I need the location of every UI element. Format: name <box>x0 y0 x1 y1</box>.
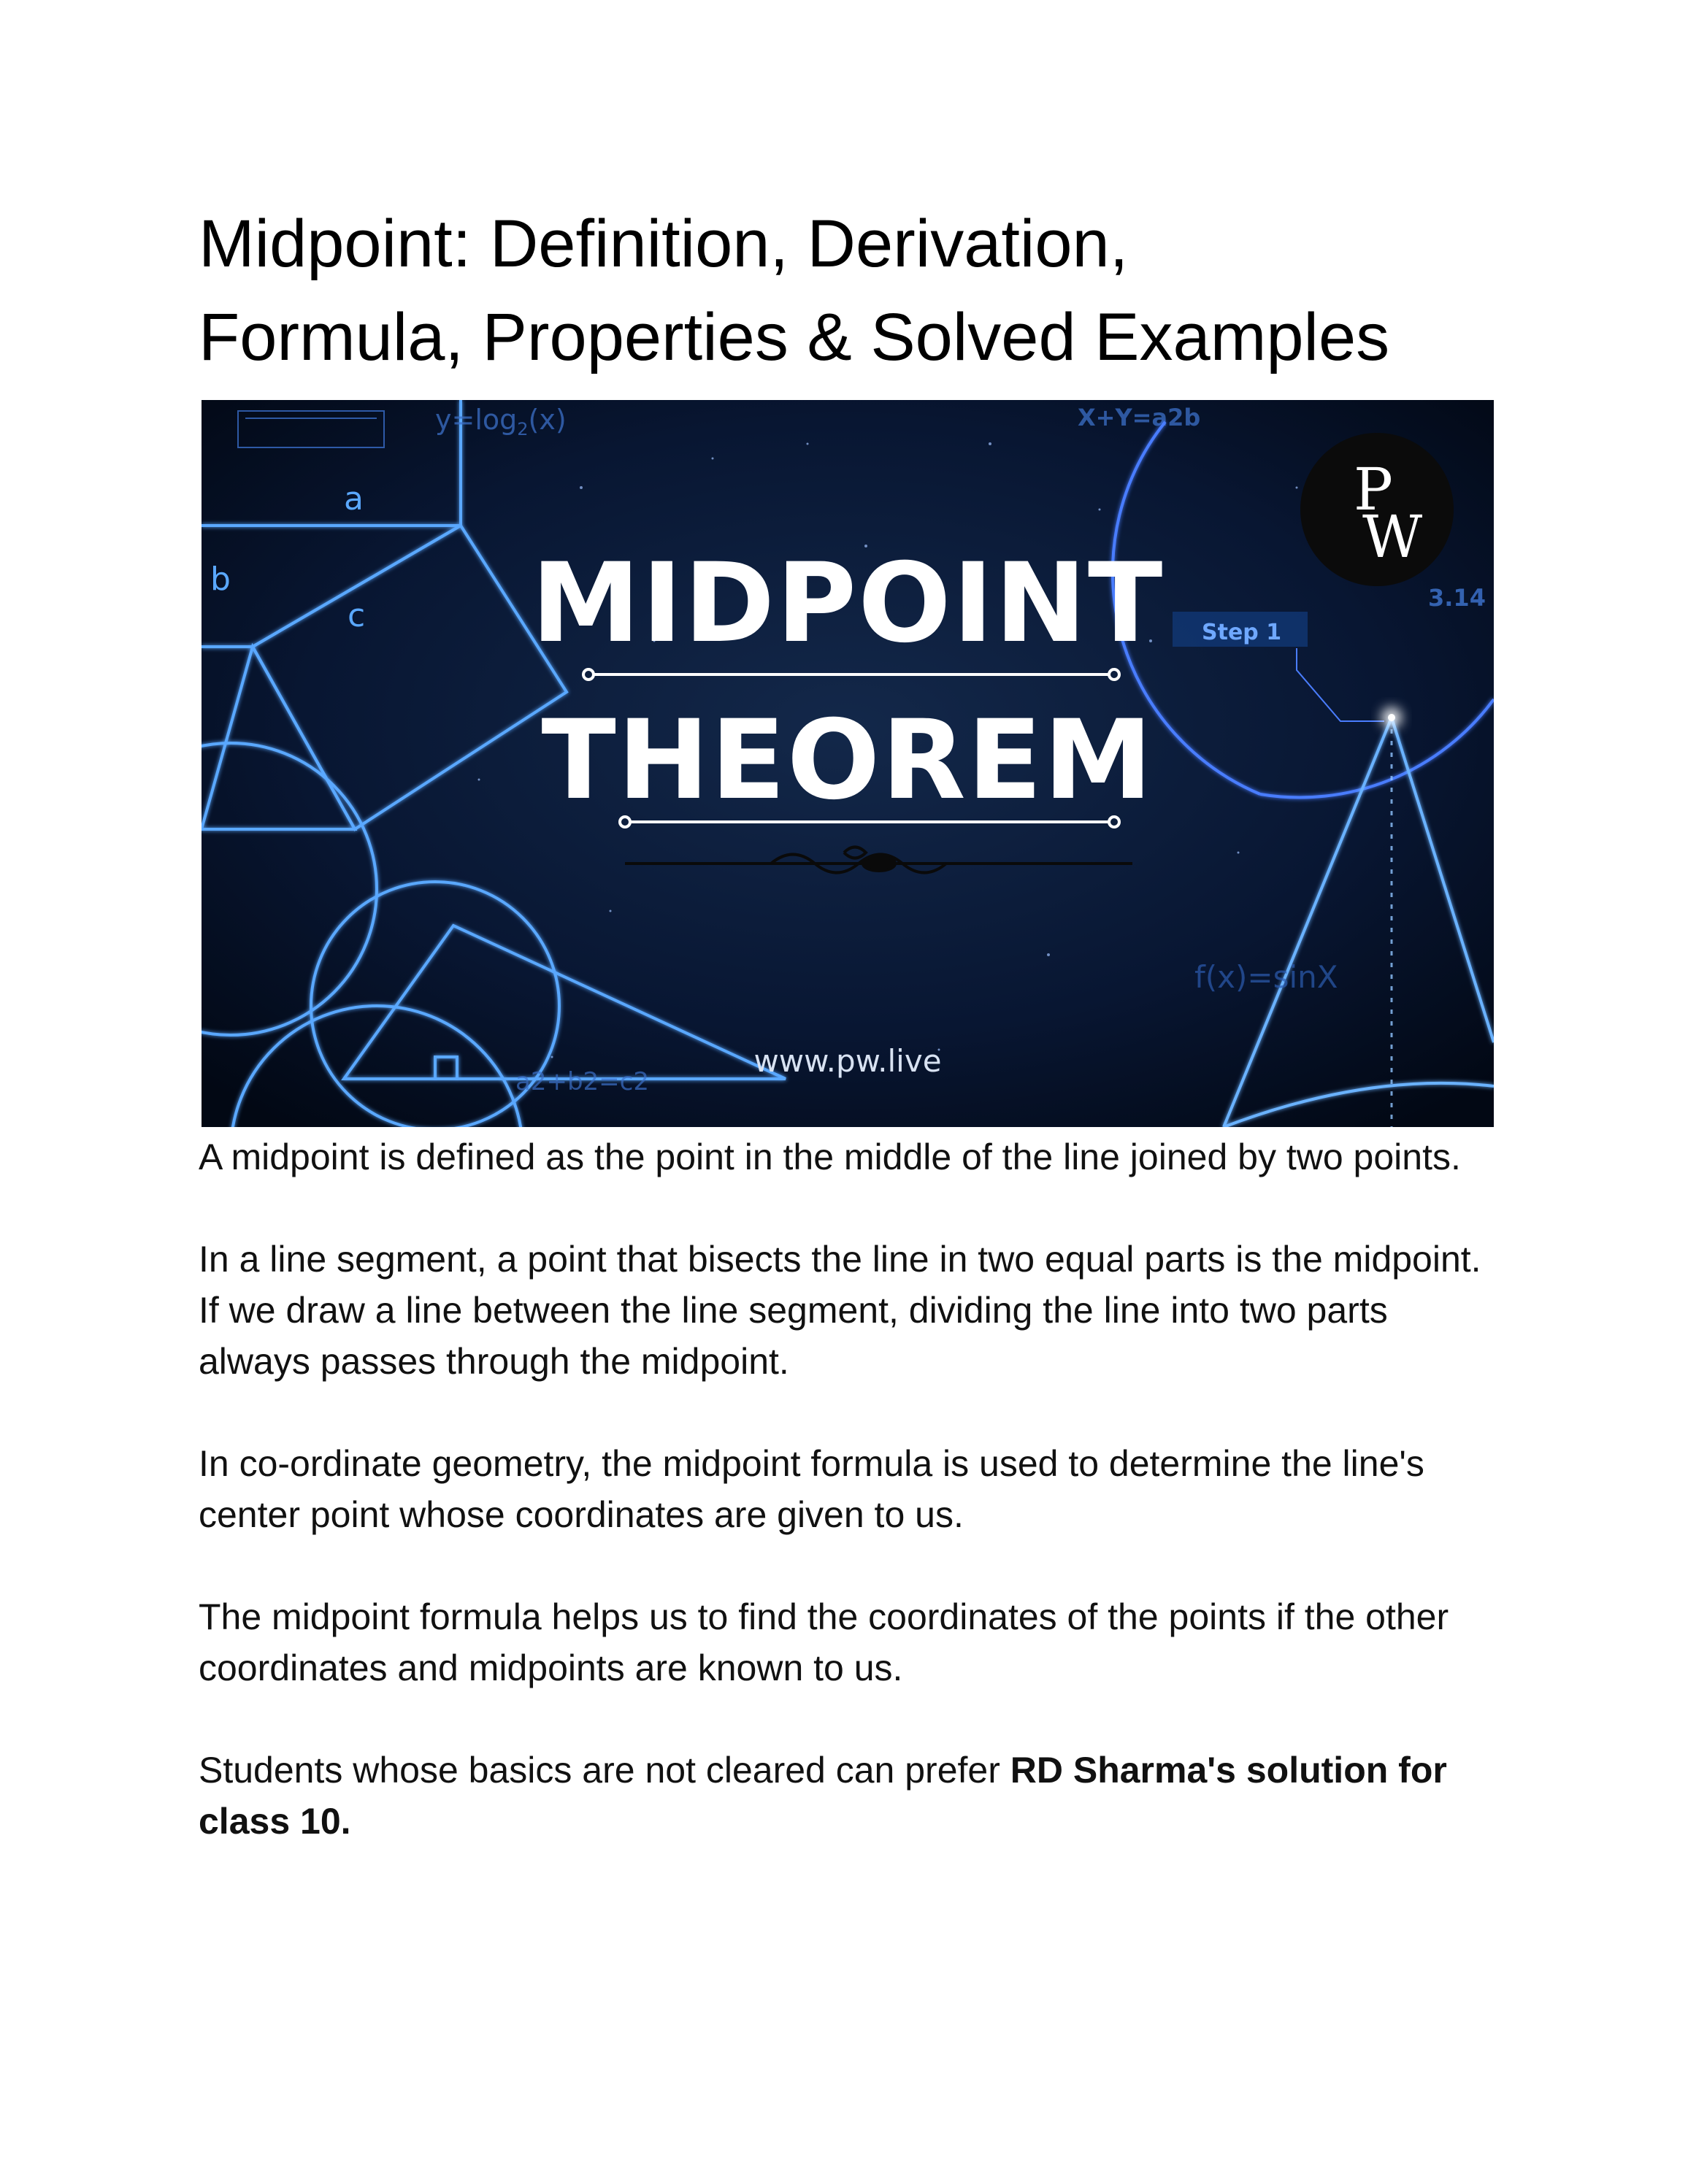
banner-heading-line-2: THEOREM <box>541 697 1154 824</box>
paragraph-recommendation <box>199 1745 1484 1847</box>
label-b: b <box>210 561 231 598</box>
pi-label: 3.14 <box>1428 584 1486 612</box>
recommendation-text: Students whose basics are not cleared can prefer <box>199 1750 1010 1791</box>
formula-sin-label: f(x)=sinX <box>1194 959 1338 995</box>
banner-heading-line-1: MIDPOINT <box>531 540 1165 667</box>
rd-sharma-link-text: RD Sharma's solution for class 10. <box>199 1750 1447 1842</box>
formula-xy-label: X+Y=a2b <box>1078 404 1201 431</box>
paragraph-formula-use: The midpoint formula helps us to find the coordinates of the points if the other coordinates and midpoints are known to us. <box>199 1596 1449 1688</box>
page-title-line-1: Midpoint: Definition, Derivation, <box>199 207 1129 281</box>
hero-banner-image <box>202 400 1494 1127</box>
paragraph-definition: A midpoint is defined as the point in the middle of the line joined by two points. <box>199 1137 1461 1177</box>
formula-pythag-label: a2+b2=c2 <box>515 1067 649 1096</box>
label-c: c <box>348 597 366 634</box>
pw-logo-letter-w: W <box>1362 503 1423 571</box>
banner-website: www.pw.live <box>753 1043 942 1079</box>
page-title <box>199 197 1557 384</box>
article-body <box>199 1131 1484 1898</box>
paragraph-line-segment: In a line segment, a point that bisects the line in two equal parts is the midpoint. If we draw a line between the line segment, dividing the line into two parts always passes through the midpoint. <box>199 1239 1481 1382</box>
formula-log-label: $y=\log_2(x)$ <box>435 404 567 439</box>
cone-apex-dot <box>1388 714 1395 721</box>
pw-logo-letter-p: P <box>1354 455 1393 523</box>
step-label: Step 1 <box>1202 620 1282 645</box>
page-title-line-2: Formula, Properties & Solved Examples <box>199 300 1390 374</box>
label-a: a <box>344 480 364 518</box>
banner-illustration <box>202 400 1494 1127</box>
paragraph-coordinate-geometry: In co-ordinate geometry, the midpoint formula is used to determine the line's center point whose coordinates are given to us. <box>199 1443 1424 1535</box>
pw-logo <box>1300 433 1454 586</box>
